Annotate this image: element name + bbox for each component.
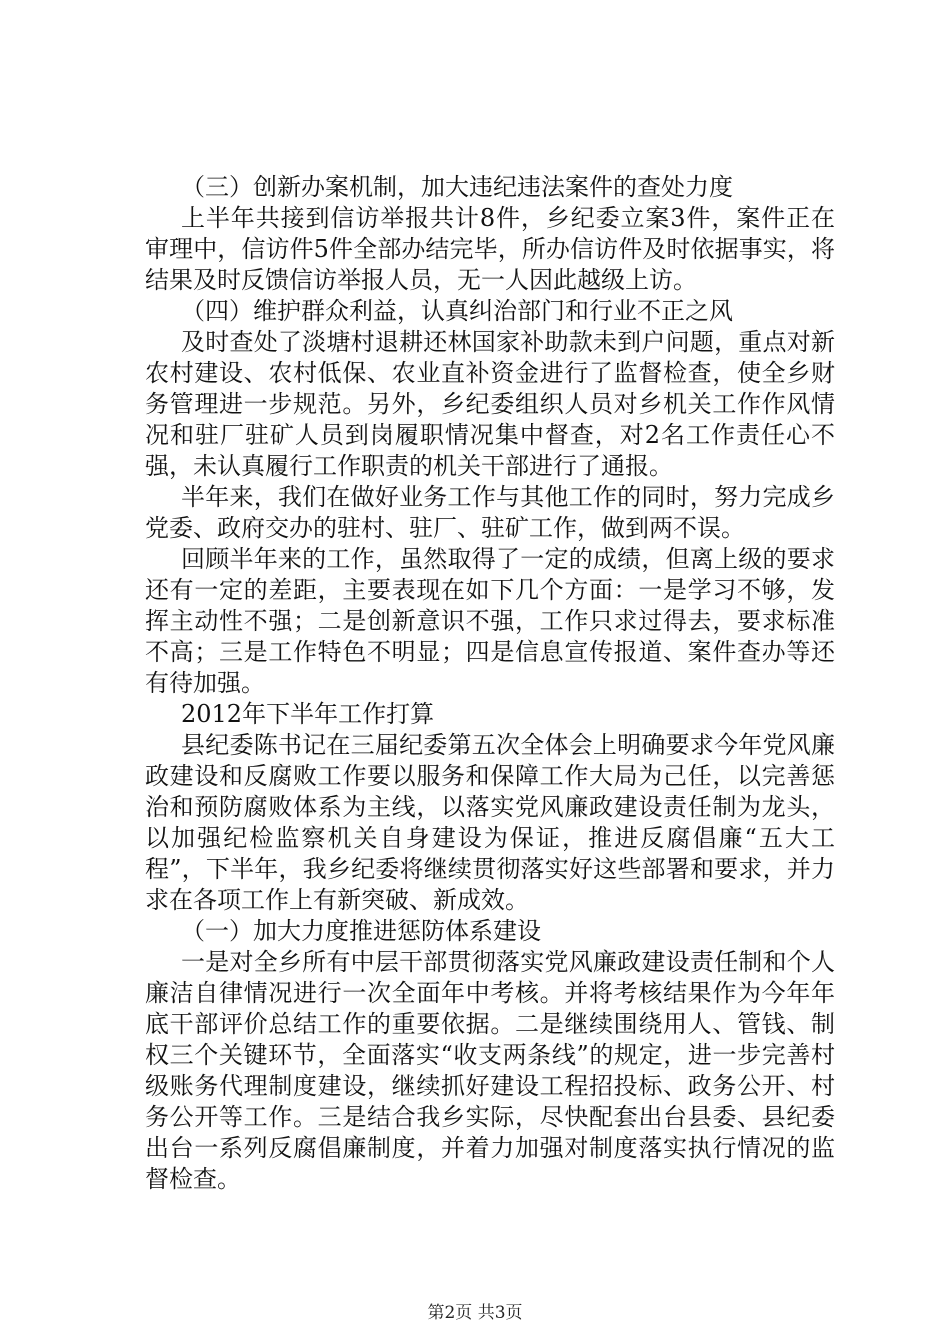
paragraph-measures: 一是对全乡所有中层干部贯彻落实党风廉政建设责任制和个人廉洁自律情况进行一次全面年中考核。并将考核结果作为今年年底干部评价总结工作的重要依据。二是继续围绕用人、管钱、制权三个关键环节，全面落实“收支两条线”的规定，进一步完善村级账务代理制度建设，继续抓好建设工程招投标、政务公开、村务公开等工作。三是结合我乡实际，尽快配套出台县委、县纪委出台一系列反腐倡廉制度，并着力加强对制度落实执行情况的监督检查。 [145, 948, 835, 1193]
paragraph-requirements: 县纪委陈书记在三届纪委第五次全体会上明确要求今年党风廉政建设和反腐败工作要以服务和保障工作大局为己任，以完善惩治和预防腐败体系为主线，以落实党风廉政建设责任制为龙头，以加强纪检监察机关自身建设为保证，推进反腐倡廉“五大工程”，下半年，我乡纪委将继续贯彻落实好这些部署和要求，并力求在各项工作上有新突破、新成效。 [145, 731, 835, 914]
paragraph-half-year-work: 半年来，我们在做好业务工作与其他工作的同时，努力完成乡党委、政府交办的驻村、驻厂、驻矿工作，做到两不误。 [145, 483, 835, 542]
document-body [145, 172, 835, 1195]
paragraph-review: 回顾半年来的工作，虽然取得了一定的成绩，但离上级的要求还有一定的差距，主要表现在如下几个方面：一是学习不够，发挥主动性不强；二是创新意识不强，工作只求过得去，要求标准不高；三是工作特色不明显；四是信息宣传报道、案件查办等还有待加强。 [145, 545, 835, 697]
paragraph-investigation: 及时查处了淡塘村退耕还林国家补助款未到户问题，重点对新农村建设、农村低保、农业直补资金进行了监督检查，使全乡财务管理进一步规范。另外，乡纪委组织人员对乡机关工作作风情况和驻厂驻矿人员到岗履职情况集中督查，对2名工作责任心不强，未认真履行工作职责的机关干部进行了通报。 [145, 328, 835, 480]
section-heading-plan: 2012年下半年工作打算 [181, 700, 435, 728]
section-heading-four: （四）维护群众利益，认真纠治部门和行业不正之风 [181, 297, 733, 325]
section-heading-three: （三）创新办案机制，加大违纪违法案件的查处力度 [181, 173, 733, 201]
paragraph-petitions: 上半年共接到信访举报共计8件，乡纪委立案3件，案件正在审理中，信访件5件全部办结完毕，所办信访件及时依据事实，将结果及时反馈信访举报人员，无一人因此越级上访。 [145, 204, 835, 294]
section-heading-one: （一）加大力度推进惩防体系建设 [181, 917, 541, 945]
page-number-footer: 第2页 共3页 [427, 1303, 523, 1323]
